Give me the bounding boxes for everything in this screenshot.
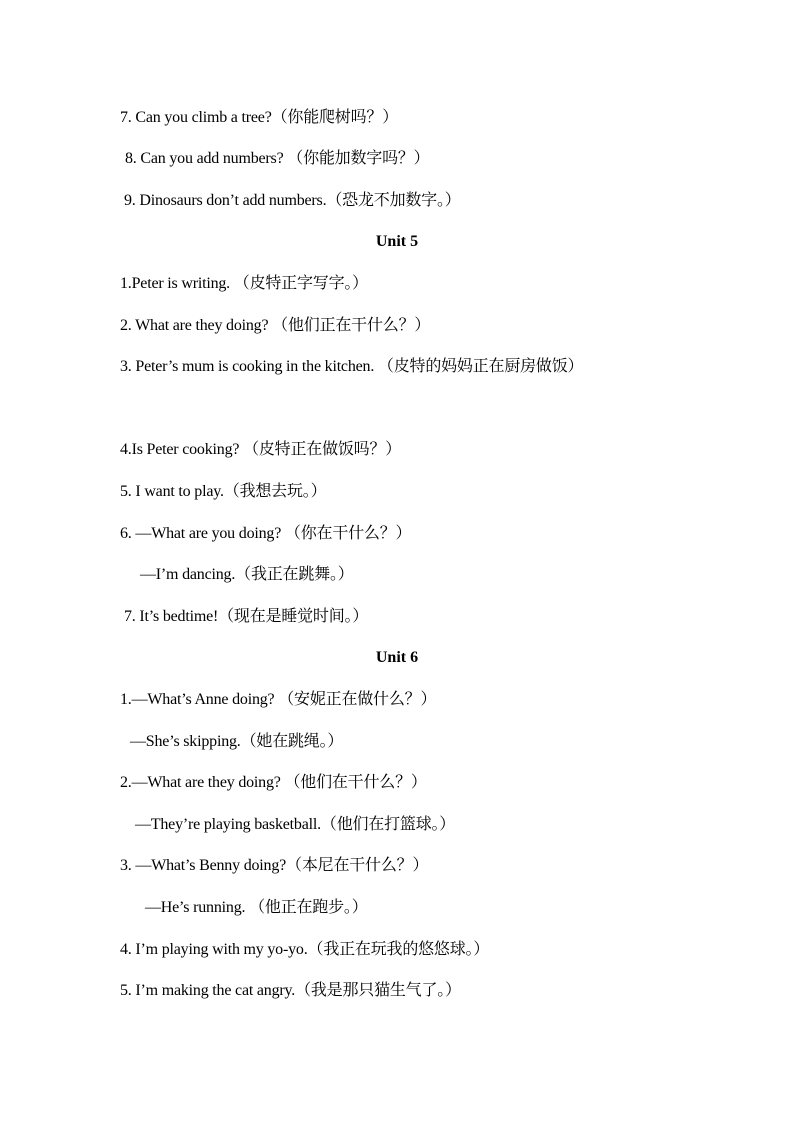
sentence-line: 1.—What’s Anne doing? （安妮正在做什么？）: [120, 691, 437, 708]
sentence-line: 3. —What’s Benny doing?（本尼在干什么？）: [120, 857, 429, 874]
sentence-line: —He’s running. （他正在跑步。）: [145, 899, 368, 916]
sentence-line: 5. I want to play.（我想去玩。）: [120, 483, 327, 500]
sentence-line: 6. —What are you doing? （你在干什么？）: [120, 525, 412, 542]
sentence-line: 5. I’m making the cat angry.（我是那只猫生气了。）: [120, 982, 461, 999]
sentence-line: 2. What are they doing? （他们正在干什么？）: [120, 317, 431, 334]
sentence-line: 4. I’m playing with my yo-yo.（我正在玩我的悠悠球。）: [120, 941, 490, 958]
sentence-line: —They’re playing basketball.（他们在打篮球。）: [135, 816, 456, 833]
sentence-line: 2.—What are they doing? （他们在干什么？）: [120, 774, 427, 791]
unit-heading: Unit 6: [375, 649, 419, 666]
sentence-line: 7. Can you climb a tree?（你能爬树吗？）: [120, 109, 398, 126]
sentence-line: 1.Peter is writing. （皮特正字写字。）: [120, 275, 368, 292]
sentence-line: 3. Peter’s mum is cooking in the kitchen. （皮特的妈妈正在厨房做饭）: [120, 358, 584, 375]
sentence-line: —I’m dancing.（我正在跳舞。）: [140, 566, 354, 583]
sentence-line: 4.Is Peter cooking? （皮特正在做饭吗？）: [120, 441, 402, 458]
sentence-line: 8. Can you add numbers? （你能加数字吗？）: [125, 150, 430, 167]
unit-heading: Unit 5: [375, 233, 419, 250]
sentence-line: —She’s skipping.（她在跳绳。）: [130, 733, 344, 750]
sentence-line: 9. Dinosaurs don’t add numbers.（恐龙不加数字。）: [124, 192, 461, 209]
sentence-line: 7. It’s bedtime!（现在是睡觉时间。）: [124, 608, 369, 625]
